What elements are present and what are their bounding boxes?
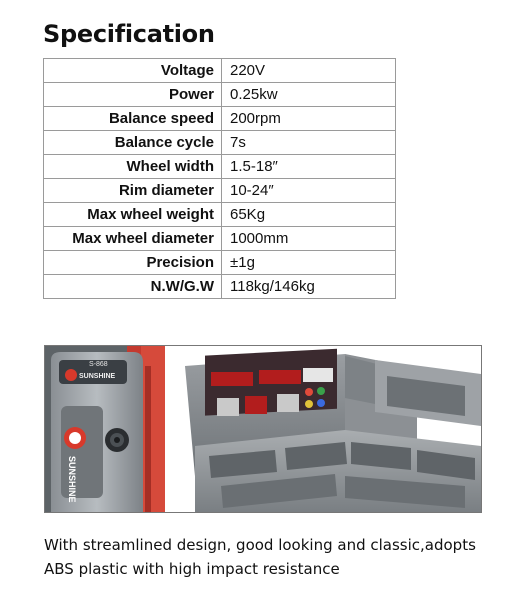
spec-label: N.W/G.W	[44, 275, 222, 299]
spec-row	[44, 107, 396, 131]
product-description	[44, 533, 476, 581]
spec-row	[44, 179, 396, 203]
machine-side-image	[45, 346, 165, 512]
spec-label: Balance cycle	[44, 131, 222, 155]
spec-label: Wheel width	[44, 155, 222, 179]
spec-value: 1.5-18″	[222, 155, 396, 179]
spec-table	[43, 58, 396, 299]
spec-value: 200rpm	[222, 107, 396, 131]
spec-row	[44, 155, 396, 179]
control-panel-image	[179, 346, 481, 512]
spec-label: Balance speed	[44, 107, 222, 131]
model-badge-text: S-868	[89, 361, 108, 368]
spec-label: Voltage	[44, 59, 222, 83]
spec-value: 118kg/146kg	[222, 275, 396, 299]
spec-row	[44, 59, 396, 83]
brand-label-vertical: SUNSHINE	[67, 456, 77, 503]
description-line: With streamlined design, good looking and classic,adopts	[44, 536, 476, 554]
spec-label: Power	[44, 83, 222, 107]
spec-value: 7s	[222, 131, 396, 155]
product-photo	[44, 345, 482, 513]
spec-label: Rim diameter	[44, 179, 222, 203]
spec-row	[44, 131, 396, 155]
spec-value: 220V	[222, 59, 396, 83]
spec-value: 65Kg	[222, 203, 396, 227]
spec-label: Max wheel diameter	[44, 227, 222, 251]
spec-value: ±1g	[222, 251, 396, 275]
page-title: Specification	[43, 20, 215, 48]
spec-row	[44, 251, 396, 275]
spec-label: Precision	[44, 251, 222, 275]
spec-row	[44, 227, 396, 251]
spec-row	[44, 83, 396, 107]
spec-row	[44, 203, 396, 227]
spec-value: 1000mm	[222, 227, 396, 251]
spec-value: 10-24″	[222, 179, 396, 203]
description-line: ABS plastic with high impact resistance	[44, 560, 340, 578]
spec-row	[44, 275, 396, 299]
spec-value: 0.25kw	[222, 83, 396, 107]
spec-label: Max wheel weight	[44, 203, 222, 227]
brand-label-top: SUNSHINE	[79, 373, 116, 380]
